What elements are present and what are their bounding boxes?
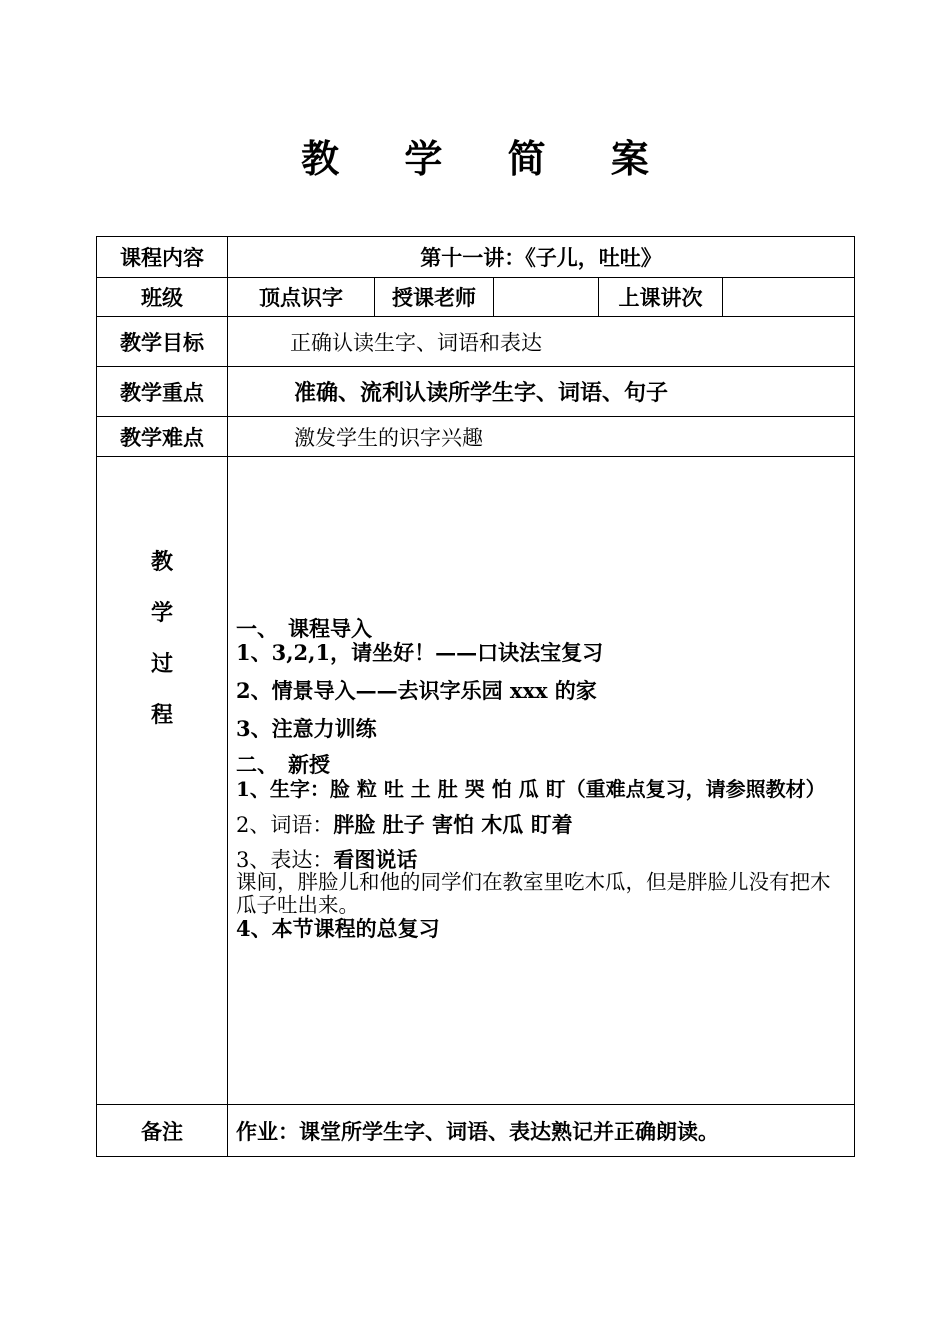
difficulty-value: 激发学生的识字兴趣: [228, 417, 855, 457]
process-label: [97, 457, 228, 1105]
list-item: 1、3,2,1，请坐好！——口诀法宝复习: [236, 640, 604, 665]
item-words: 胖脸 肚子 害怕 木瓜 盯着: [333, 812, 573, 837]
page-title: 教 学 简 案: [301, 136, 675, 181]
course-value: 第十一讲：《子儿，吐吐》: [228, 237, 855, 278]
course-label: 课程内容: [97, 237, 228, 278]
list-item: 3、注意力训练: [236, 716, 377, 741]
notes-row: [97, 1105, 855, 1157]
difficulty-row: [97, 417, 855, 457]
item-lead: 2、词语：: [236, 813, 334, 837]
section-title: 课程导入: [288, 616, 372, 641]
objective-value: 正确认读生字、词语和表达: [228, 317, 855, 367]
difficulty-label: 教学难点: [97, 417, 228, 457]
item-description: 课间，胖脸儿和他的同学们在教室里吃木瓜，但是胖脸儿没有把木瓜子吐出来。: [236, 870, 831, 917]
section-new-heading: [236, 753, 848, 777]
section-number: 二、: [236, 752, 278, 777]
focus-row: [97, 367, 855, 417]
course-row: [97, 237, 855, 278]
focus-label: 教学重点: [97, 367, 228, 417]
process-label-char: 教: [150, 549, 173, 575]
class-row: [97, 278, 855, 317]
item-lead: 3、表达：: [236, 848, 334, 872]
lesson-plan-table: [96, 236, 855, 1157]
session-label: 上课讲次: [599, 278, 723, 317]
notes-label: 备注: [97, 1105, 228, 1157]
item-title: 看图说话: [333, 847, 418, 872]
section-title: 新授: [288, 752, 330, 777]
section-number: 一、: [236, 616, 278, 641]
process-row: [97, 457, 855, 1105]
list-item: [236, 813, 848, 837]
list-item: 2、情景导入——去识字乐园 xxx 的家: [236, 678, 597, 703]
focus-value: 准确、流利认读所学生字、词语、句子: [228, 367, 855, 417]
section-intro-heading: [236, 617, 848, 641]
process-label-char: 程: [150, 702, 173, 728]
class-value: 顶点识字: [228, 278, 375, 317]
objective-row: [97, 317, 855, 367]
process-label-char: 学: [150, 600, 173, 626]
list-item: 1、生字：脸 粒 吐 土 肚 哭 怕 瓜 盯（重难点复习，请参照教材）: [236, 777, 826, 801]
list-item: 4、本节课程的总复习: [236, 916, 440, 941]
class-label: 班级: [97, 278, 228, 317]
list-item: [236, 849, 848, 871]
process-body: [228, 457, 855, 1105]
session-value: [723, 278, 855, 317]
notes-value: 作业：课堂所学生字、词语、表达熟记并正确朗读。: [228, 1105, 855, 1157]
teacher-value: [494, 278, 599, 317]
teacher-label: 授课老师: [375, 278, 494, 317]
process-label-char: 过: [150, 651, 173, 677]
objective-label: 教学目标: [97, 317, 228, 367]
